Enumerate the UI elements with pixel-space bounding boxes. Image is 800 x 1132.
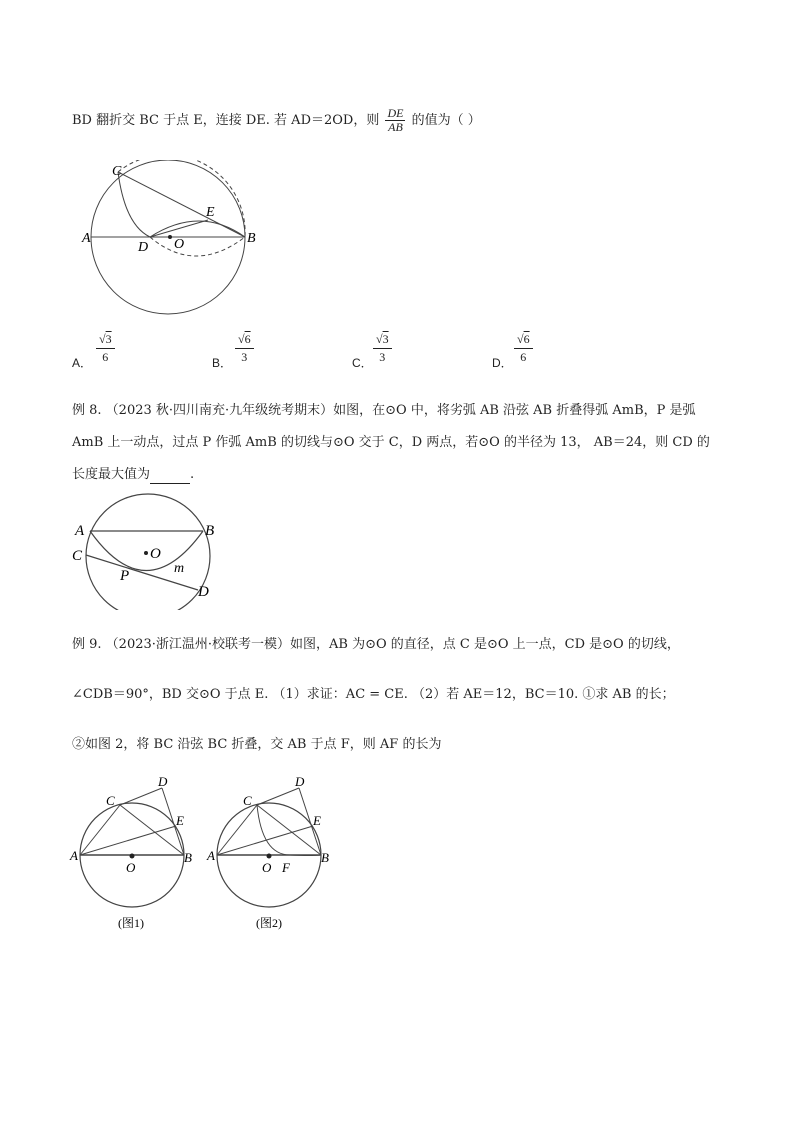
fig2-label-c: C: [243, 793, 252, 808]
q7-segment-de: [150, 220, 208, 237]
ex8-line-3-end: .: [190, 467, 195, 482]
fig2-label-d: D: [295, 775, 305, 789]
ex9-line-2: ∠CDB＝90°，BD 交⊙O 于点 E. （1）求证：AC = CE. （2）若 AE＝12，BC＝10. ①求 AB 的长；: [72, 687, 675, 702]
fig1-label-a: A: [70, 848, 78, 863]
q7-label-c: C: [112, 164, 122, 179]
fig1-label-o: O: [126, 860, 136, 875]
ex9-figure-2: [205, 775, 345, 935]
ex8-center-dot: [144, 551, 148, 555]
q7-ratio-fraction: [385, 107, 405, 134]
q7-option-d-value[interactable]: [514, 330, 533, 365]
q7-option-a-value[interactable]: [96, 330, 115, 365]
q7-option-b-letter[interactable]: B．: [212, 356, 233, 370]
ex9-line-3: ②如图 2，将 BC 沿弦 BC 折叠，交 AB 于点 F，则 AF 的长为: [72, 737, 442, 752]
fig2-label-b: B: [321, 850, 329, 865]
ex8-label-c: C: [72, 548, 83, 564]
q7-option-a-letter[interactable]: A．: [72, 356, 93, 370]
fig2-line-cb: [257, 805, 321, 855]
q7-option-a-numerator: √3: [96, 330, 115, 349]
fig1-caption: (图1): [118, 916, 144, 930]
q7-label-e: E: [206, 205, 215, 220]
ex9-line-1: 例 9. （2023·浙江温州·校联考一模）如图，AB 为⊙O 的直径，点 C 是⊙O 上一点，CD 是⊙O 的切线，: [72, 637, 680, 652]
q7-ratio-denominator: AB: [388, 120, 403, 134]
fig1-line-cb: [120, 805, 184, 855]
ex8-label-o: O: [150, 546, 161, 562]
ex8-line-1: 例 8. （2023 秋·四川南充·九年级统考期末）如图，在⊙O 中，将劣弧 AB 沿弦 AB 折叠得弧 AmB，P 是弧: [72, 403, 696, 418]
ex8-label-a: A: [75, 523, 85, 539]
fig2-line-ae: [217, 826, 313, 855]
ex8-answer-blank[interactable]: [150, 469, 190, 484]
q7-folded-arc-dashed: [118, 160, 245, 237]
q7-option-d-numerator: √6: [514, 330, 533, 349]
q7-label-a: A: [82, 231, 91, 246]
fig2-label-a: A: [207, 848, 215, 863]
fig2-label-e: E: [313, 813, 321, 828]
q7-ratio-numerator: DE: [387, 106, 404, 120]
fig2-label-o: O: [262, 860, 272, 875]
fig1-line-ae: [80, 826, 176, 855]
q7-option-a-denominator: 6: [102, 350, 109, 364]
fig2-label-f: F: [282, 860, 290, 875]
q7-option-c-value[interactable]: [373, 330, 392, 365]
q7-option-d-letter[interactable]: D．: [492, 356, 513, 370]
q7-label-b: B: [247, 231, 256, 246]
q7-label-d: D: [138, 240, 149, 255]
q7-folded-arc-3: [150, 237, 245, 256]
q7-option-b-denominator: 3: [241, 350, 248, 364]
ex9-figure-1: [65, 775, 205, 935]
ex8-line-3-text: 长度最大值为: [72, 467, 151, 482]
q7-folded-arc: [118, 172, 150, 237]
q7-option-c-letter[interactable]: C．: [352, 356, 373, 370]
fig1-label-e: E: [176, 813, 184, 828]
q7-option-b-value[interactable]: [235, 330, 254, 365]
q7-center-dot: [168, 235, 172, 239]
q7-option-d-denominator: 6: [520, 350, 527, 364]
fig2-caption: (图2): [256, 916, 282, 930]
q7-figure: [80, 160, 280, 320]
q7-stem-tail: 的值为（ ）: [411, 113, 481, 128]
q7-label-o: O: [174, 237, 185, 252]
q7-option-c-denominator: 3: [379, 350, 386, 364]
q7-option-c-numerator: √3: [373, 330, 392, 349]
q7-stem-text: BD 翻折交 BC 于点 E，连接 DE. 若 AD＝2OD，则: [72, 113, 380, 128]
fig2-center-dot: [267, 854, 272, 859]
fig1-label-b: B: [184, 850, 192, 865]
ex8-figure: [65, 490, 225, 610]
ex8-label-b: B: [205, 523, 215, 539]
ex8-circle: [86, 494, 210, 610]
q7-stem: [72, 107, 481, 134]
ex8-label-d: D: [198, 584, 209, 600]
ex8-folded-arc-amb: [90, 531, 203, 571]
fig1-label-c: C: [106, 793, 115, 808]
ex8-line-3: [72, 466, 194, 484]
ex8-line-2: AmB 上一动点，过点 P 作弧 AmB 的切线与⊙O 交于 C，D 两点，若⊙O 的半径为 13， AB＝24，则 CD 的: [72, 435, 710, 450]
q7-option-b-numerator: √6: [235, 330, 254, 349]
fig1-label-d: D: [158, 775, 168, 789]
ex8-label-p: P: [120, 568, 130, 584]
fig2-line-cd: [257, 788, 299, 805]
fig1-center-dot: [130, 854, 135, 859]
ex8-label-m: m: [174, 561, 185, 576]
fig1-line-cd: [120, 788, 162, 805]
